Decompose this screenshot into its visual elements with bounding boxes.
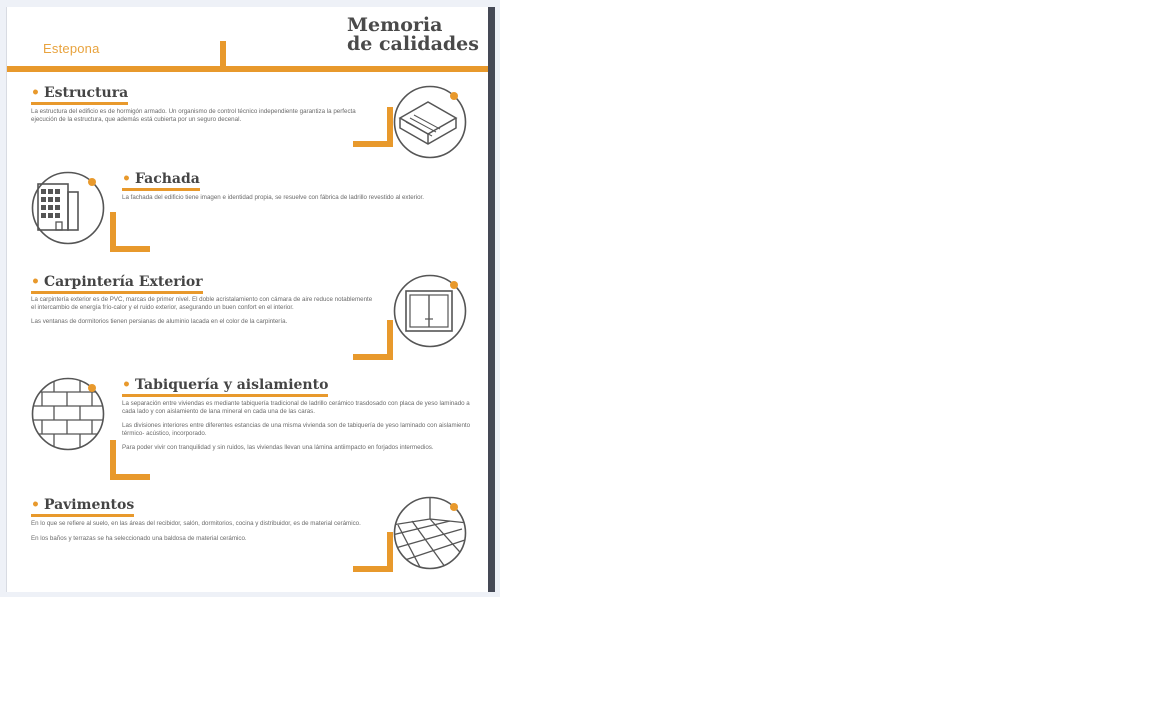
- paragraph: En lo que se refiere al suelo, en las áreas del recibidor, salón, dormitorios, cocina y distribuidor, es de material cerámico.: [31, 520, 361, 527]
- bracket-decoration: [353, 532, 393, 572]
- paragraph: La separación entre viviendas es mediante tabiquería tradicional de ladrillo cerámico trasdosado con placa de yeso laminado a cada lado y con aislamiento de lana mineral en cada una de las caras.: [122, 400, 470, 415]
- floor-tiles-icon: [392, 495, 468, 571]
- section-text-fachada: La fachada del edificio tiene imagen e identidad propia, se resuelve con fábrica de ladrillo revestido al exterior.: [122, 194, 424, 201]
- document-viewer: [0, 0, 500, 597]
- paragraph: En los baños y terrazas se ha seleccionado una baldosa de material cerámico.: [31, 534, 247, 542]
- section-title-pavimentos: • Pavimentos: [31, 497, 134, 517]
- section-text-carpinteria: [31, 296, 375, 326]
- paragraph: La carpintería exterior es de PVC, marcas de primer nivel. El doble acristalamiento con cámara de aire reduce notablemente el intercambio de energía frío-calor y el ruido exterior, asegurando un buen confort en el interior.: [31, 296, 373, 311]
- bracket-decoration: [353, 320, 393, 360]
- document-title: [347, 16, 479, 54]
- window-icon: [392, 273, 468, 349]
- paragraph: Las ventanas de dormitorios tienen persianas de aluminio lacada en el color de la carpintería.: [31, 318, 288, 326]
- section-title-fachada: • Fachada: [122, 171, 200, 191]
- section-title-carpinteria: • Carpintería Exterior: [31, 274, 203, 294]
- paragraph: Para poder vivir con tranquilidad y sin ruidos, las viviendas llevan una lámina antiimpacto en forjados intermedios.: [122, 444, 434, 452]
- beam-icon: [392, 84, 468, 160]
- vertical-scrollbar[interactable]: [488, 7, 495, 592]
- document-page: [6, 7, 489, 592]
- brick-wall-icon: [30, 376, 106, 452]
- building-icon: [30, 170, 106, 246]
- section-text-tabiqueria: [122, 400, 472, 452]
- title-line-1: Memoria: [347, 14, 443, 36]
- title-line-2: de calidades: [347, 33, 479, 55]
- section-title-estructura: • Estructura: [31, 85, 128, 105]
- section-text-estructura: La estructura del edificio es de hormigón armado. Un organismo de control técnico independiente garantiza la perfecta ejecución de la estructura, que además está cubierta por un seguro decenal.: [31, 108, 356, 123]
- bracket-decoration: [353, 107, 393, 147]
- header-rule: [7, 66, 489, 72]
- paragraph: Las divisiones interiores entre diferentes estancias de una misma vivienda son de tabiquería de yeso laminado con aislamiento térmico- acústico, incorporado.: [122, 422, 471, 437]
- section-text-pavimentos: [31, 520, 375, 542]
- bracket-decoration: [110, 212, 150, 252]
- section-title-tabiqueria: • Tabiquería y aislamiento: [122, 377, 328, 397]
- city-label: Estepona: [43, 41, 100, 56]
